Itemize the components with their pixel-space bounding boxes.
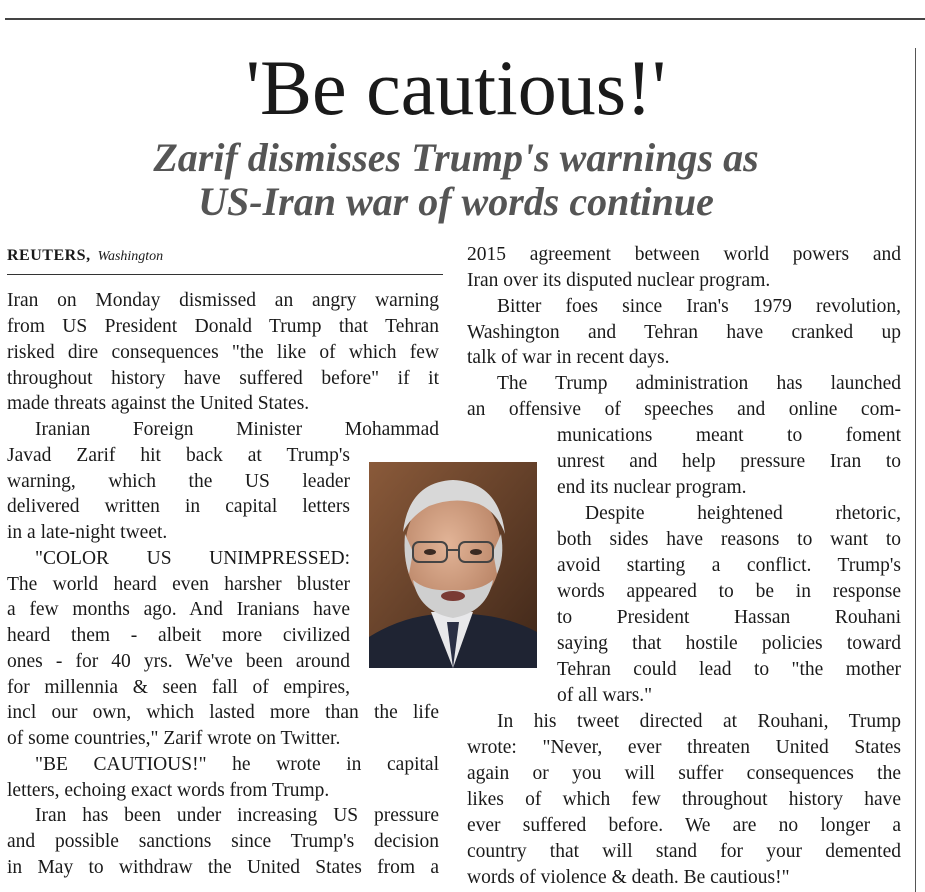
left-line: "COLOR US UNIMPRESSED:: [35, 548, 350, 569]
right-line: words of violence & death. Be cautious!": [467, 867, 790, 888]
right-line: of all wars.": [557, 685, 653, 706]
right-line: Bitter foes since Iran's 1979 revolution,: [497, 296, 901, 317]
left-line: and possible sanctions since Trump's decision: [7, 831, 439, 852]
left-line: risked dire consequences "the like of which few: [7, 342, 439, 363]
left-line: "BE CAUTIOUS!" he wrote in capital: [35, 754, 439, 775]
left-line: throughout history have suffered before" if it: [7, 368, 439, 389]
left-line: ones - for 40 yrs. We've been around: [7, 651, 350, 672]
left-line: a few months ago. And Iranians have: [7, 599, 350, 620]
left-line: The world heard even harsher bluster: [7, 574, 350, 595]
left-line: in May to withdraw the United States from a: [7, 857, 439, 878]
left-line: Iranian Foreign Minister Mohammad: [35, 419, 439, 440]
byline-location: Washington: [97, 249, 164, 264]
right-line: ever suffered before. We are no longer a: [467, 815, 901, 836]
right-line: saying that hostile policies toward: [557, 633, 901, 654]
left-line: Iran has been under increasing US pressure: [35, 805, 439, 826]
right-line: to President Hassan Rouhani: [557, 607, 901, 628]
left-line: incl our own, which lasted more than the life: [7, 702, 439, 723]
left-line: for millennia & seen fall of empires,: [7, 677, 350, 698]
right-line: again or you will suffer consequences the: [467, 763, 901, 784]
right-line: talk of war in recent days.: [467, 347, 670, 368]
right-line: words appeared to be in response: [557, 581, 901, 602]
left-line: Iran on Monday dismissed an angry warning: [7, 290, 439, 311]
left-line: in a late-night tweet.: [7, 522, 168, 543]
left-line: of some countries," Zarif wrote on Twitter.: [7, 728, 341, 749]
left-line: delivered written in capital letters: [7, 496, 350, 517]
right-line: Despite heightened rhetoric,: [585, 503, 901, 524]
headline: 'Be cautious!': [245, 44, 667, 131]
byline-rule: [7, 274, 443, 275]
right-line: an offensive of speeches and online com-: [467, 399, 901, 420]
right-line: avoid starting a conflict. Trump's: [557, 555, 901, 576]
portrait-illustration: [369, 462, 537, 668]
left-line: Javad Zarif hit back at Trump's: [7, 445, 350, 466]
left-line: letters, echoing exact words from Trump.: [7, 780, 330, 801]
right-line: 2015 agreement between world powers and: [467, 244, 901, 265]
right-line: munications meant to foment: [557, 425, 901, 446]
column-rule-right: [915, 48, 916, 892]
right-line: country that will stand for your demented: [467, 841, 901, 862]
subhead-line-1: Zarif dismisses Trump's warnings as: [153, 135, 759, 180]
left-line: heard them - albeit more civilized: [7, 625, 350, 646]
zarif-portrait-photo: [369, 462, 537, 668]
right-line: Tehran could lead to "the mother: [557, 659, 901, 680]
left-line: warning, which the US leader: [7, 471, 350, 492]
right-line: wrote: "Never, ever threaten United States: [467, 737, 901, 758]
right-line: In his tweet directed at Rouhani, Trump: [497, 711, 901, 732]
subhead: [0, 136, 912, 224]
right-line: Washington and Tehran have cranked up: [467, 322, 901, 343]
left-line: from US President Donald Trump that Tehran: [7, 316, 439, 337]
top-rule: [5, 18, 925, 20]
right-line: unrest and help pressure Iran to: [557, 451, 901, 472]
subhead-line-2: US-Iran war of words continue: [198, 179, 714, 224]
byline-source: REUTERS,: [7, 247, 91, 264]
right-line: Iran over its disputed nuclear program.: [467, 270, 771, 291]
left-line: made threats against the United States.: [7, 393, 310, 414]
right-line: end its nuclear program.: [557, 477, 747, 498]
right-line: both sides have reasons to want to: [557, 529, 901, 550]
byline: [7, 246, 163, 267]
right-line: The Trump administration has launched: [497, 373, 901, 394]
right-line: likes of which few throughout history have: [467, 789, 901, 810]
